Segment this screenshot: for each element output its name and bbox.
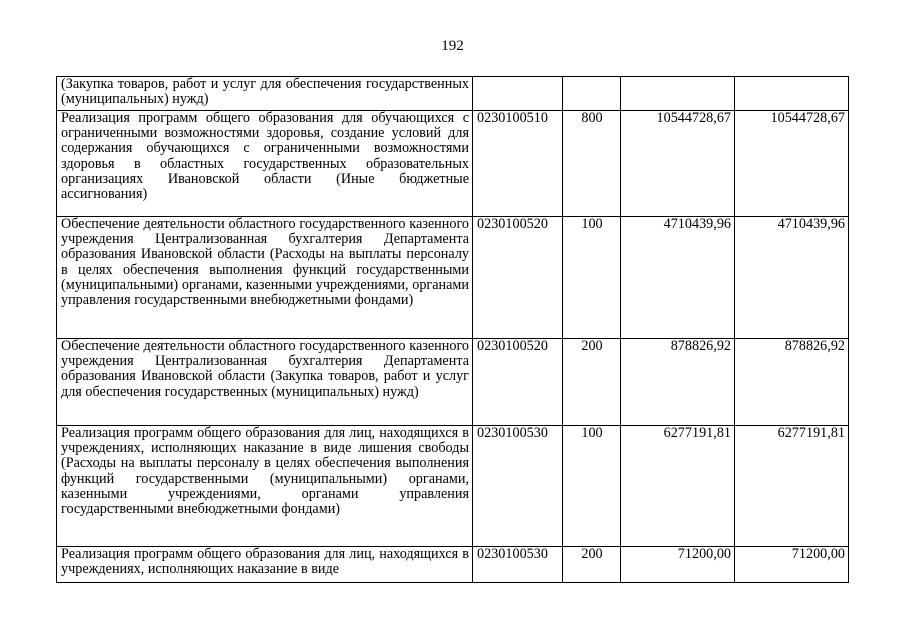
table-row [57, 111, 849, 217]
row-code: 0230100520 [473, 217, 563, 339]
row-expense-type: 100 [563, 426, 621, 547]
row-amount-2 [735, 77, 849, 111]
row-amount-2: 71200,00 [735, 547, 849, 583]
row-amount-1: 4710439,96 [621, 217, 735, 339]
row-expense-type [563, 77, 621, 111]
row-expense-type: 800 [563, 111, 621, 217]
row-amount-2: 4710439,96 [735, 217, 849, 339]
row-expense-type: 200 [563, 339, 621, 426]
row-amount-1: 878826,92 [621, 339, 735, 426]
row-code: 0230100510 [473, 111, 563, 217]
row-description: Реализация программ общего образования для обучающихся с ограниченными возможностями здоровья, создание условий для содержания обучающихся с ограниченными возможностями здоровья в областных государственных образовательных организациях Ивановской области (Иные бюджетные ассигнования) [57, 111, 473, 217]
table-row [57, 217, 849, 339]
table-row [57, 339, 849, 426]
row-amount-1 [621, 77, 735, 111]
budget-table [56, 76, 849, 583]
row-expense-type: 200 [563, 547, 621, 583]
row-description: Реализация программ общего образования для лиц, находящихся в учреждениях, исполняющих наказание в виде лишения свободы (Расходы на выплаты персоналу в целях обеспечения выполнения функций государственными (муниципальными) органами, казенными учреждениями, органами управления государственными внебюджетными фондами) [57, 426, 473, 547]
row-amount-1: 10544728,67 [621, 111, 735, 217]
row-amount-1: 71200,00 [621, 547, 735, 583]
row-code: 0230100520 [473, 339, 563, 426]
row-description: Обеспечение деятельности областного государственного казенного учреждения Централизованная бухгалтерия Департамента образования Ивановской области (Расходы на выплаты персоналу в целях обеспечения выполнения функций государственными (муниципальными) органами, казенными учреждениями, органами управления государственными внебюджетными фондами) [57, 217, 473, 339]
row-amount-2: 10544728,67 [735, 111, 849, 217]
row-code [473, 77, 563, 111]
row-amount-1: 6277191,81 [621, 426, 735, 547]
row-description: Обеспечение деятельности областного государственного казенного учреждения Централизованная бухгалтерия Департамента образования Ивановской области (Закупка товаров, работ и услуг для обеспечения государственных (муниципальных) нужд) [57, 339, 473, 426]
row-expense-type: 100 [563, 217, 621, 339]
table-row [57, 426, 849, 547]
row-amount-2: 6277191,81 [735, 426, 849, 547]
table-row [57, 77, 849, 111]
row-amount-2: 878826,92 [735, 339, 849, 426]
row-code: 0230100530 [473, 426, 563, 547]
row-description: Реализация программ общего образования для лиц, находящихся в учреждениях, исполняющих наказание в виде [57, 547, 473, 583]
page-number: 192 [441, 38, 464, 54]
row-description: (Закупка товаров, работ и услуг для обеспечения государственных (муниципальных) нужд) [57, 77, 473, 111]
table-row [57, 547, 849, 583]
row-code: 0230100530 [473, 547, 563, 583]
